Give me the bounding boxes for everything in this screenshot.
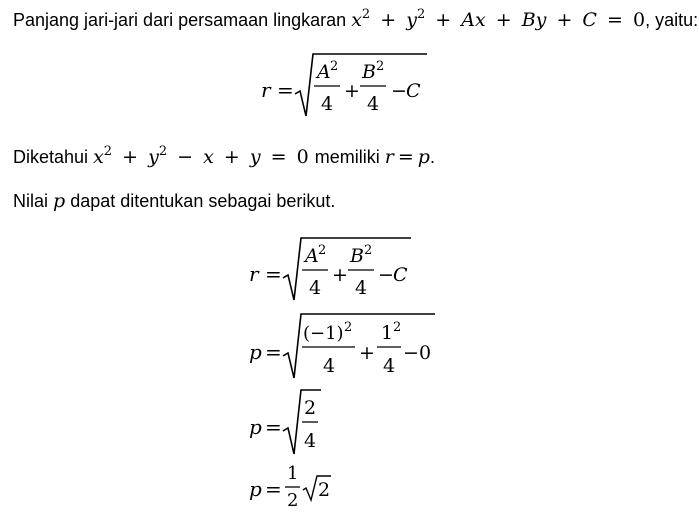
svg-text:=: = [265, 477, 282, 501]
radius-formula [255, 50, 435, 131]
step-1 [243, 234, 423, 315]
svg-text:4: 4 [355, 277, 368, 299]
nilai-var: p [53, 190, 66, 212]
svg-text:2: 2 [287, 490, 299, 511]
intro-equation: $x^2 + y^2 + Ax + By + C = 0$ [351, 7, 646, 31]
svg-text:=: = [265, 415, 282, 439]
svg-text:2: 2 [304, 397, 317, 419]
step-2 [243, 309, 443, 390]
nilai-line [13, 189, 335, 213]
svg-text:2: 2 [318, 243, 327, 258]
svg-text:B: B [350, 245, 364, 267]
svg-text:4: 4 [323, 355, 336, 377]
svg-text:2: 2 [364, 243, 373, 258]
formula-lhs: r [261, 78, 271, 102]
den2: 4 [367, 93, 380, 115]
nilai-suffix: dapat ditentukan sebagai berikut. [70, 191, 336, 211]
step-3 [243, 386, 343, 463]
svg-text:−: − [403, 342, 419, 364]
formula-eq: = [277, 78, 294, 102]
svg-text:+: + [359, 342, 375, 364]
intro-text-after: , yaitu: [645, 10, 699, 30]
plus: + [344, 80, 360, 102]
num2: B [362, 61, 376, 83]
svg-text:4: 4 [304, 430, 317, 452]
svg-text:r: r [249, 262, 259, 286]
svg-text:p: p [249, 477, 262, 501]
step-4-svg [243, 458, 363, 518]
svg-text:4: 4 [309, 277, 322, 299]
svg-text:−: − [378, 264, 394, 286]
svg-text:p: p [249, 415, 262, 439]
svg-text:0: 0 [419, 342, 432, 364]
num1-exp: 2 [330, 59, 339, 74]
known-line: Diketahui $x^2 + y^2 - x + y = 0$ memiliki r = p. [13, 144, 435, 168]
known-prefix: Diketahui [13, 147, 89, 167]
svg-text:1: 1 [381, 322, 394, 344]
known-equation: $x^2 + y^2 - x + y = 0$ [93, 144, 309, 168]
intro-line [13, 8, 698, 32]
const: C [406, 80, 421, 102]
svg-text:A: A [305, 245, 319, 267]
step-2-svg [243, 309, 443, 385]
svg-text:C: C [393, 264, 408, 286]
den1: 4 [321, 93, 334, 115]
svg-text:2: 2 [393, 320, 402, 335]
svg-text:2: 2 [344, 320, 353, 335]
known-r-eq-p: r = p [384, 146, 430, 168]
step-4 [243, 458, 363, 523]
nilai-prefix: Nilai [13, 191, 49, 211]
step-3-svg [243, 386, 343, 458]
svg-text:1: 1 [287, 463, 299, 484]
svg-text:2: 2 [318, 479, 331, 501]
svg-text:4: 4 [383, 355, 396, 377]
svg-text:p: p [249, 340, 262, 364]
step-1-svg [243, 234, 423, 310]
svg-text:=: = [265, 262, 282, 286]
radius-formula-svg [255, 50, 435, 126]
intro-text-before: Panjang jari-jari dari persamaan lingkaran [13, 10, 347, 30]
svg-text:=: = [265, 340, 282, 364]
minus: − [391, 80, 407, 102]
num2-exp: 2 [376, 59, 385, 74]
svg-text:(−1): (−1) [303, 323, 344, 344]
num1: A [317, 61, 331, 83]
svg-text:+: + [332, 264, 348, 286]
known-middle: memiliki [314, 147, 380, 167]
